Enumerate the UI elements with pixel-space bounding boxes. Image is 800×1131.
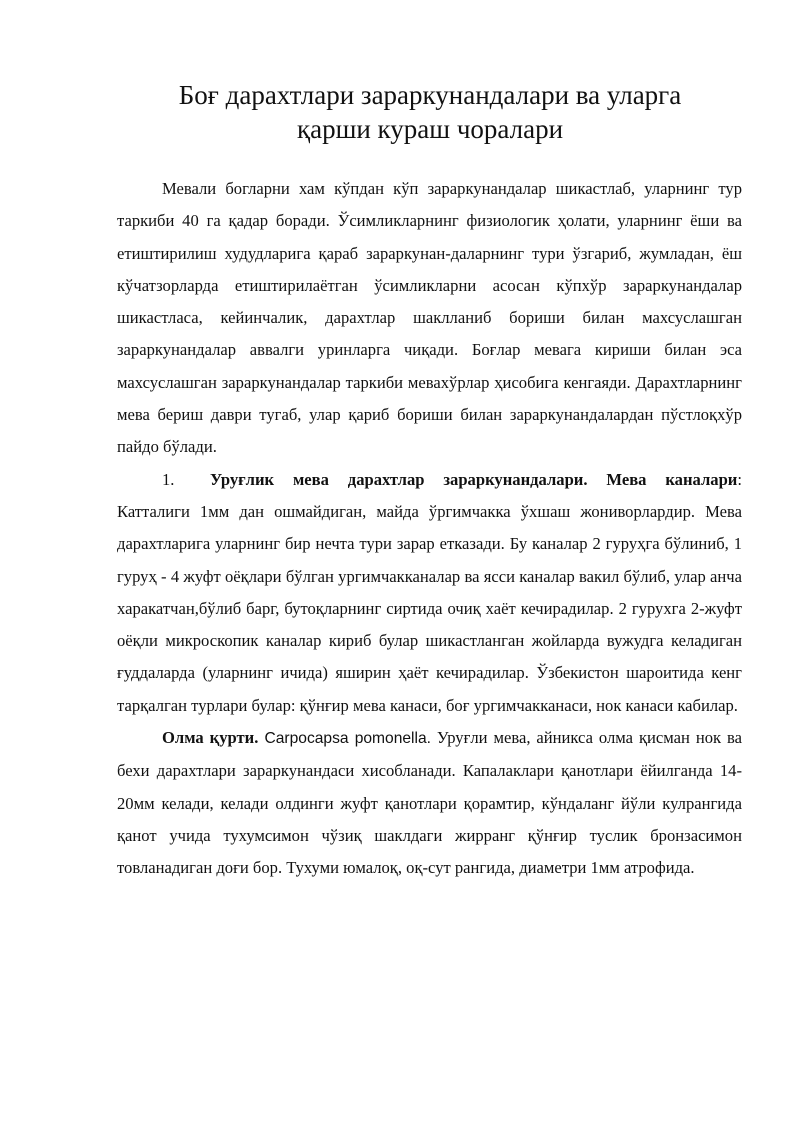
title-line-1: Боғ дарахтлари зараркунандалари ва уларга (178, 80, 682, 110)
document-body (117, 173, 742, 885)
section-1-colon: : (737, 469, 742, 489)
intro-paragraph: Мевали богларни хам кўпдан кўп зараркунандалар шикастлаб, уларнинг тур таркиби 40 га қадар боради. Ўсимликларнинг физиологик ҳолати, уларнинг ёши ва етиштирилиш худудларига қараб зараркунан-даларнинг тури ўзгариб, жумладан, ёш кўчатзорларда етиштирилаётган ўсимликларни асосан кўпхўр зараркунандалар шикастласа, кейинчалик, дарахтлар шаклланиб бориши билан махсуслашган зараркунандалар аввалги уринларга чиқади. Боғлар мевага кириши билан эса махсуслашган зараркунандалар таркиби мевахўрлар ҳисобига кенгаяди. Дарахтларнинг мева бериш даври тугаб, улар қариб бориши билан зараркунандалардан пўстлоқхўр пайдо бўлади. (117, 179, 742, 457)
section-2-heading: Олма қурти. (162, 728, 259, 748)
section-1-heading: Уруғлик мева дарахтлар зараркунандалари. Мева каналари (210, 469, 738, 489)
document-title (110, 78, 750, 146)
section-1-number: 1. (162, 469, 175, 489)
section-2-paragraph (117, 722, 742, 884)
section-1-paragraph (117, 464, 742, 722)
section-2-latin-name: Carpocapsa pomonella. (258, 730, 431, 748)
section-1-text: Катталиги 1мм дан ошмайдиган, майда ўргимчакка ўхшаш жониворлардир. Мева дарахтларига уларнинг бир нечта тури зарар етказади. Бу каналар 2 гуруҳга бўлиниб, 1 гуруҳ - 4 жуфт оёқлари бўлган ургимчакканалар ва ясси каналар вакил бўлиб, улар анча харакатчан,бўлиб барг, бутоқларнинг сиртида очиқ хаёт кечирадилар. 2 гурухга 2-жуфт оёқли микроскопик каналар кириб булар шикастланган жойларда вужудга келадиган ғуддаларда (уларнинг ичида) яширин ҳаёт кечирадилар. Ўзбекистон шароитида кенг тарқалган турлари булар: қўнғир мева канаси, боғ ургимчакканаси, нок канаси кабилар. (117, 501, 742, 715)
section-2-text: Уруғли мева, айникса олма қисман нок ва бехи дарахтлари зараркунандаси хисобланади. Капалаклари қанотлари ёйилганда 14-20мм келади, келади олдинги жуфт қанотлари қорамтир, кўндаланг йўли кулрангида қанот учида тухумсимон чўзиқ шаклдаги жирранг қўнғир туслик бронзасимон товланадиган доғи бор. Тухуми юмалоқ, оқ-сут рангида, диаметри 1мм атрофида. (117, 728, 742, 878)
title-line-2: қарши кураш чоралари (296, 114, 564, 144)
